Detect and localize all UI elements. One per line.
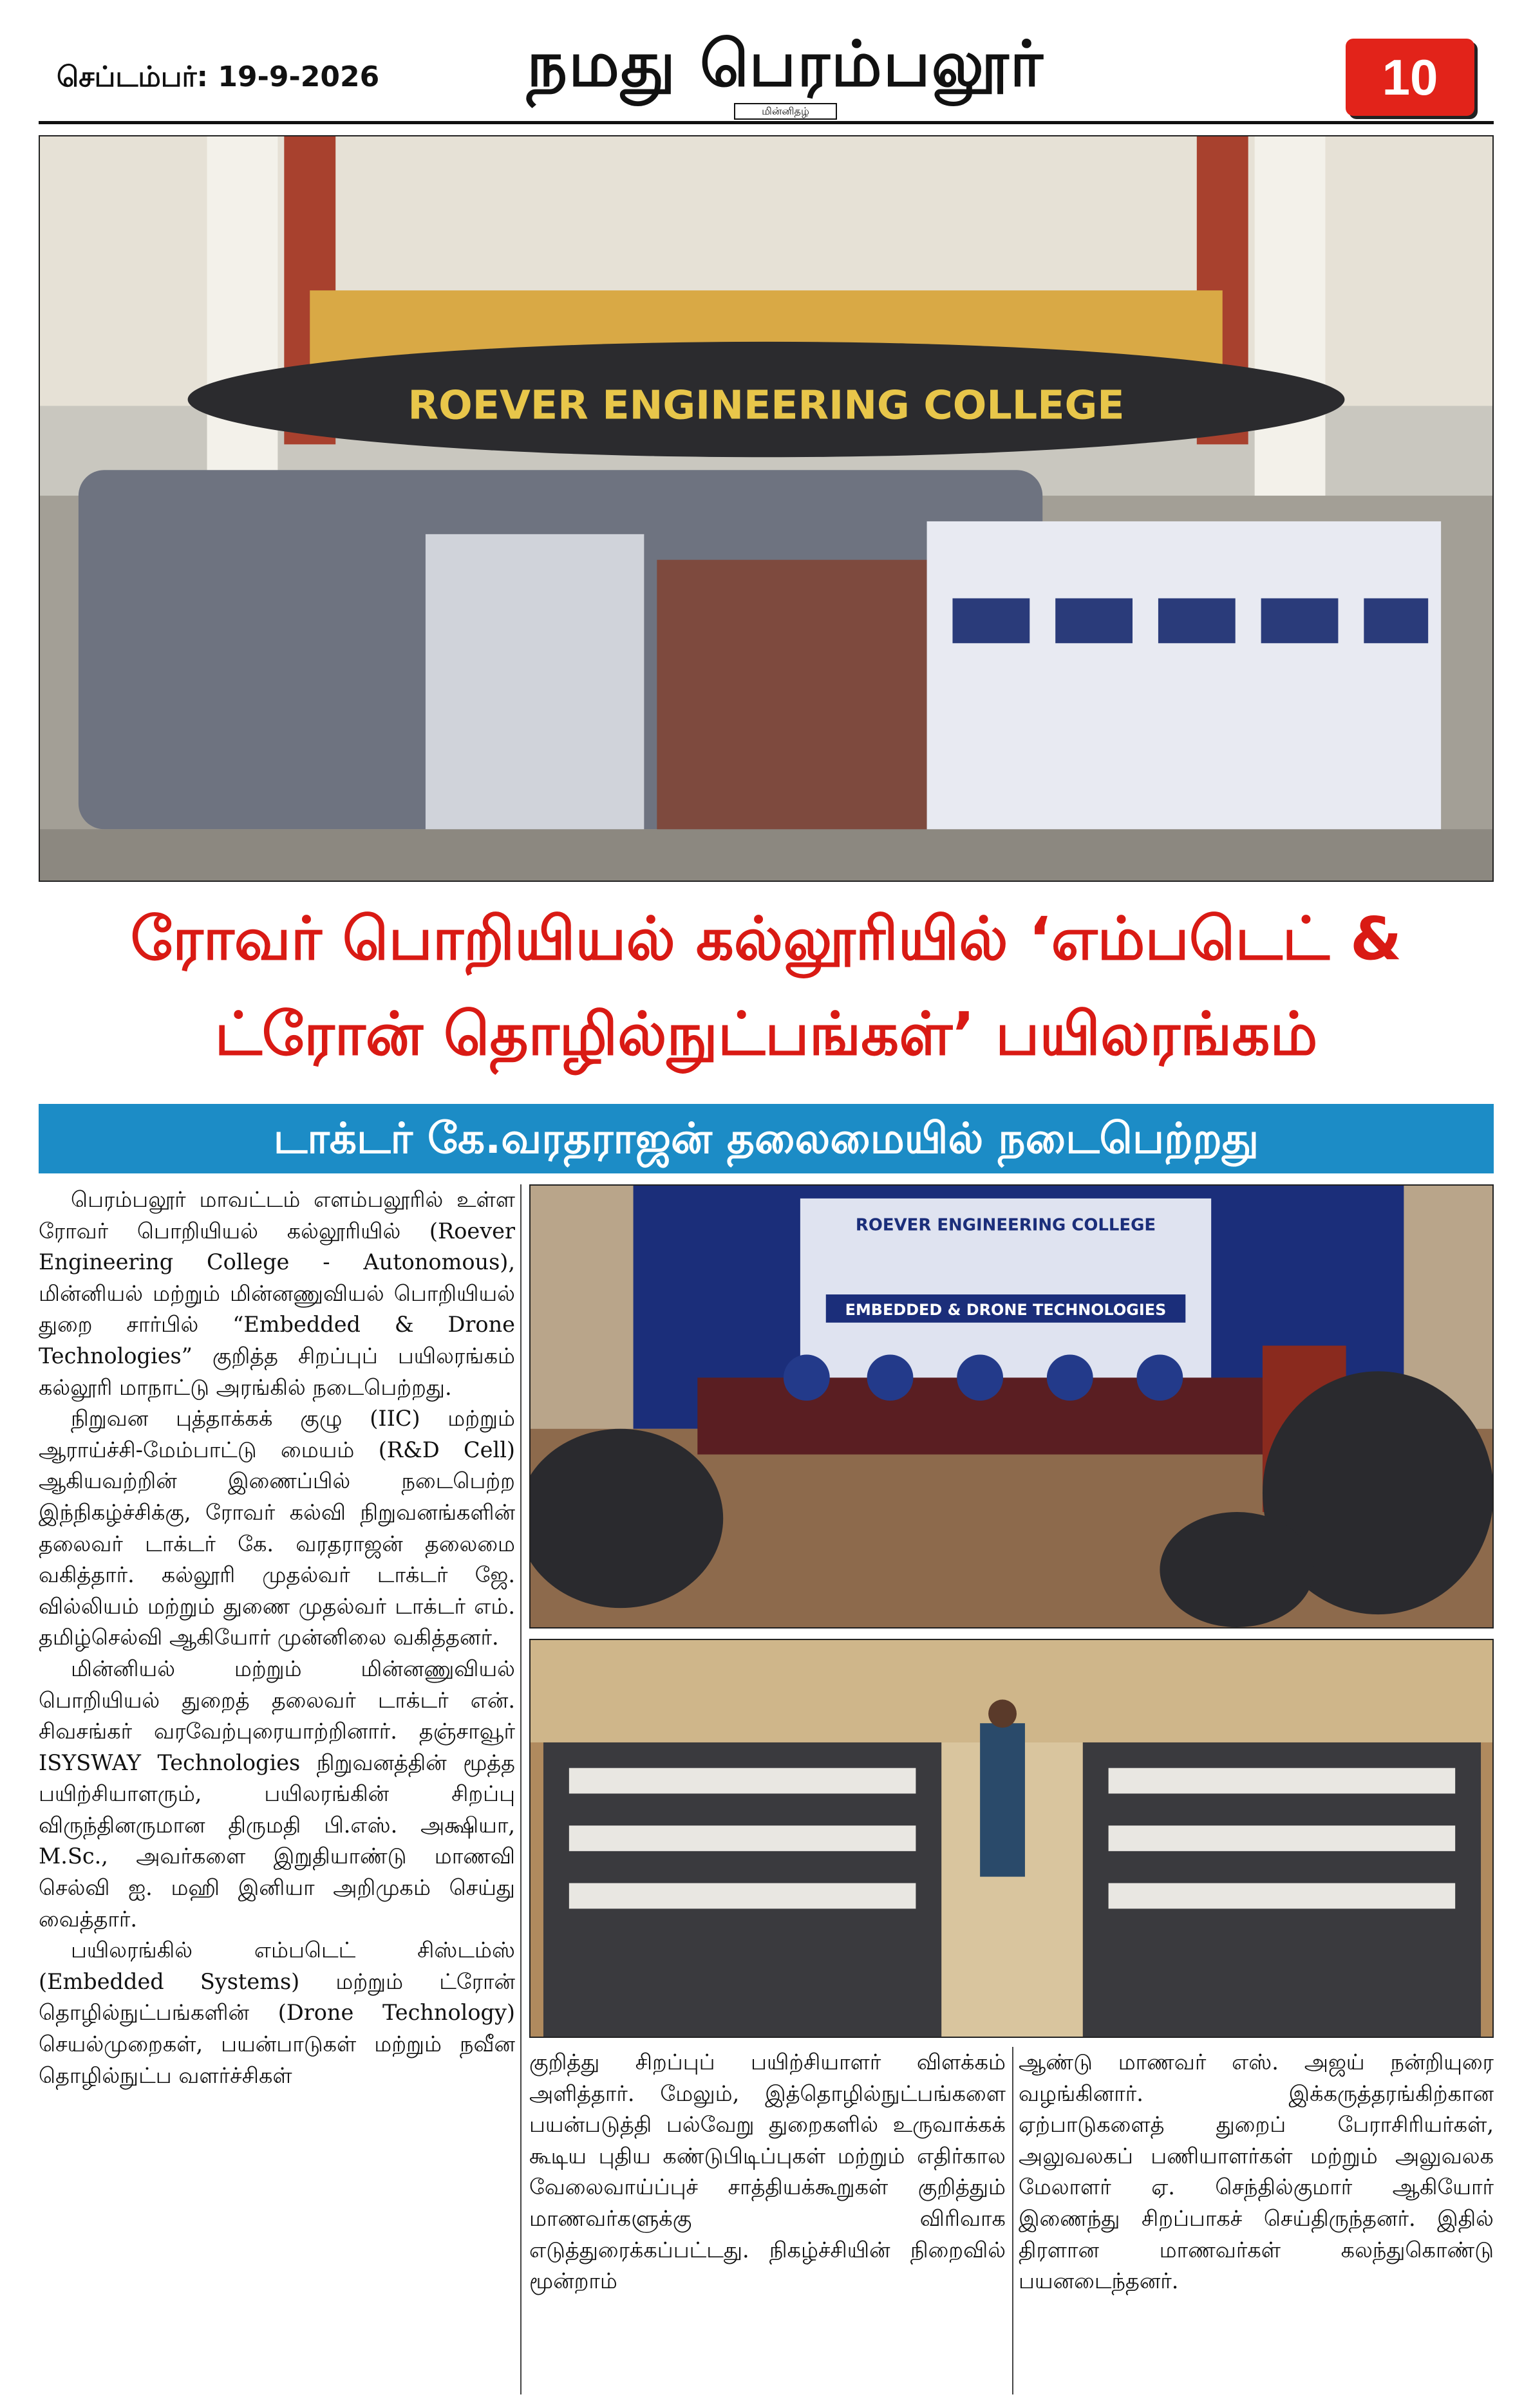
headline-line-1: ரோவர் பொறியியல் கல்லூரியில் ‘எம்படெட் & [130, 904, 1402, 973]
article-paragraph: பயிலரங்கில் எம்படெட் சிஸ்டம்ஸ் (Embedded Systems) மற்றும் ட்ரோன் தொழில்நுட்பங்களின் (Drone Technology) செயல்முறைகள், பயன்பாடுகள் மற்றும் நவீன தொழில்நுட்ப வளர்ச்சிகள் [39, 1937, 515, 2088]
stage-banner-subtitle: EMBEDDED & DRONE TECHNOLOGIES [845, 1300, 1167, 1319]
article-paragraph: பெரம்பலூர் மாவட்டம் எளம்பலூரில் உள்ள ரோவர் பொறியியல் கல்லூரியில் (Roever Engineering College - Autonomous), மின்னியல் மற்றும் மின்னணுவியல் பொறியியல் துறை சார்பில் “Embedded & Drone Technologies” குறித்த சிறப்புப் பயிலரங்கம் கல்லூரி மாநாட்டு அரங்கில் நடைபெற்றது. [39, 1187, 515, 1400]
newspaper-subtitle: மின்னிதழ் [734, 103, 837, 120]
headline [39, 891, 1494, 1082]
article-paragraph: குறித்து சிறப்புப் பயிற்சியாளர் விளக்கம் அளித்தார். மேலும், இத்தொழில்நுட்பங்களை பயன்படுத்தி பல்வேறு துறைகளில் உருவாக்கக் கூடிய புதிய கண்டுபிடிப்புகள் மற்றும் எதிர்கால வேலைவாய்ப்புச் சாத்தியக்கூறுகள் குறித்தும் மாணவர்களுக்கு விரிவாக எடுத்துரைக்கப்பட்டது. நிகழ்ச்சியின் நிறைவில் மூன்றாம் [529, 2049, 1006, 2294]
column-divider [520, 1184, 522, 2394]
stage-photo-illustration [531, 1186, 1492, 1627]
group-photo-illustration [40, 136, 1492, 881]
audience-photo [529, 1639, 1494, 2038]
group-photo [39, 135, 1494, 882]
article-column-3 [1019, 2047, 1494, 2394]
audience-photo-illustration [531, 1640, 1492, 2037]
issue-date: செப்டம்பர்: 19-9-2026 [57, 61, 380, 93]
article-paragraph: நிறுவன புத்தாக்கக் குழு (IIC) மற்றும் ஆராய்ச்சி-மேம்பாட்டு மையம் (R&D Cell) ஆகியவற்றின் இணைப்பில் நடைபெற்ற இந்நிகழ்ச்சிக்கு, ரோவர் கல்வி நிறுவனங்களின் தலைவர் டாக்டர் கே. வரதராஜன் தலைமை வகித்தார். கல்லூரி முதல்வர் டாக்டர் ஜே. வில்லியம் மற்றும் துணை முதல்வர் டாக்டர் எம். தமிழ்செல்வி ஆகியோர் முன்னிலை வகித்தனர். [39, 1406, 515, 1650]
stage-banner-title: ROEVER ENGINEERING COLLEGE [855, 1215, 1156, 1235]
newspaper-title: நமது பெரம்பலூர் [527, 27, 1044, 101]
college-signboard-text: ROEVER ENGINEERING COLLEGE [408, 382, 1125, 429]
article-column-2 [529, 2047, 1006, 2394]
masthead-rule [39, 121, 1494, 124]
article-column-1 [39, 1184, 515, 2394]
stage-photo [529, 1184, 1494, 1629]
article-paragraph: மின்னியல் மற்றும் மின்னணுவியல் பொறியியல் துறைத் தலைவர் டாக்டர் என். சிவசங்கர் வரவேற்புரையாற்றினார். தஞ்சாவூர் ISYSWAY Technologies நிறுவனத்தின் மூத்த பயிற்சியாளரும், பயிலரங்கின் சிறப்பு விருந்தினருமான திருமதி பி.எஸ். அக்ஷியா, M.Sc., அவர்களை இறுதியாண்டு மாணவி செல்வி ஐ. மஹி இனியா அறிமுகம் செய்து வைத்தார். [39, 1656, 515, 1932]
page-number-badge: 10 [1346, 39, 1474, 116]
headline-line-2: ட்ரோன் தொழில்நுட்பங்கள்’ பயிலரங்கம் [214, 1000, 1318, 1069]
article-paragraph: ஆண்டு மாணவர் எஸ். அஜய் நன்றியுரை வழங்கினார். இக்கருத்தரங்கிற்கான ஏற்பாடுகளைத் துறைப் பேராசிரியர்கள், அலுவலகப் பணியாளர்கள் மற்றும் அலுவலக மேலாளர் ஏ. செந்தில்குமார் ஆகியோர் இணைந்து சிறப்பாகச் செய்திருந்தனர். இதில் திரளான மாணவர்கள் கலந்துகொண்டு பயனடைந்தனர். [1019, 2049, 1494, 2294]
column-divider [1012, 2047, 1013, 2394]
subheadline-bar: டாக்டர் கே.வரதராஜன் தலைமையில் நடைபெற்றது [39, 1104, 1494, 1173]
